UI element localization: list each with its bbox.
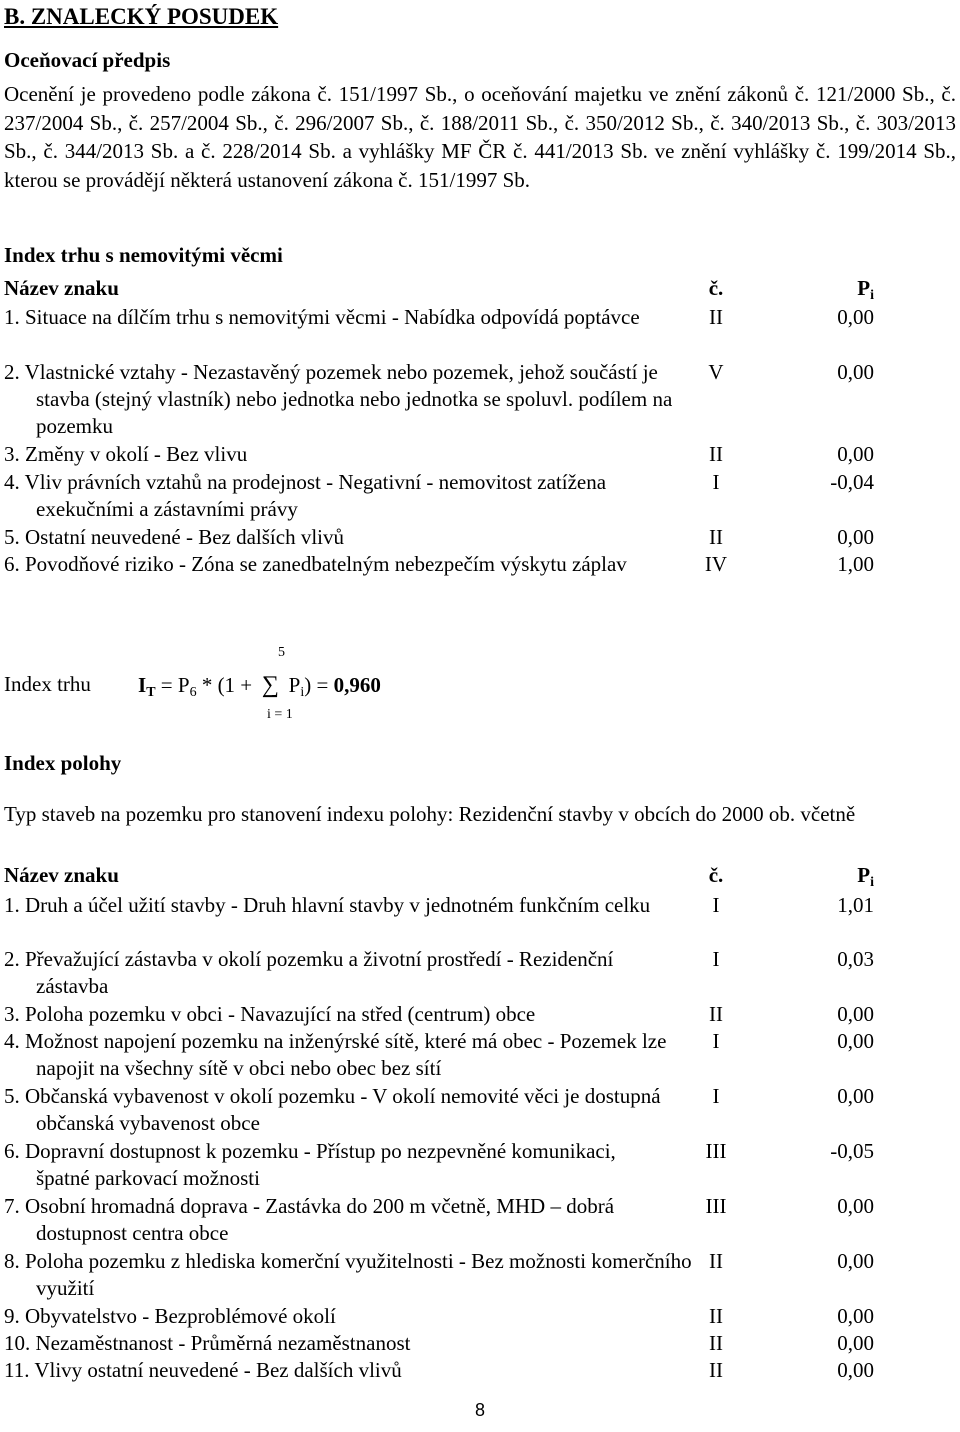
index-polohy-intro: Typ staveb na pozemku pro stanovení indexu polohy: Rezidenční stavby v obcích do 2000 ob. včetně xyxy=(4,802,856,826)
col-p-header: $P_i$ xyxy=(857,276,874,303)
row-no: II xyxy=(709,305,723,329)
row-value: 0,00 xyxy=(837,1358,874,1382)
row-no: V xyxy=(708,360,724,384)
row-no: II xyxy=(709,525,723,549)
ocenovaci-text: Ocenění je provedeno podle zákona č. 151/1997 Sb., o oceňování majetku ve znění zákonů č. 121/2000 Sb., č. 237/2004 Sb., č. 257/2004 Sb., č. 296/2007 Sb., č. 188/2011 Sb., č. 350/2012 Sb., č. 340/2013 Sb., č. 303/2013 Sb., č. 344/2013 Sb. a č. 228/2014 Sb. a vyhlášky MF ČR č. 441/2013 Sb. ve znění vyhlášky č. 199/2014 Sb., kterou se provádějí některá ustanovení zákona č. 151/1997 Sb. xyxy=(4,82,956,192)
row-no: II xyxy=(709,1304,723,1328)
row-no: I xyxy=(712,1084,720,1108)
row-value: 0,03 xyxy=(837,947,874,971)
row-no: I xyxy=(712,470,720,494)
row-value: 0,00 xyxy=(837,1331,874,1355)
row-value: 0,00 xyxy=(837,1084,874,1108)
row-value: 0,00 xyxy=(837,305,874,329)
row-no: II xyxy=(709,1002,723,1026)
row-text: 8. Poloha pozemku z hlediska komerční využitelnosti - Bez možnosti komerčního využití xyxy=(4,1249,692,1300)
row-text: 5. Občanská vybavenost v okolí pozemku - V okolí nemovité věci je dostupná občanská vybavenost obce xyxy=(4,1084,661,1135)
index-trhu-table-header xyxy=(4,276,884,303)
row-value: 0,00 xyxy=(837,360,874,384)
formula-label: Index trhu xyxy=(4,672,91,696)
row-value: 1,00 xyxy=(837,552,874,576)
row-no: I xyxy=(712,947,720,971)
row-text: 3. Změny v okolí - Bez vlivu xyxy=(4,442,248,466)
col-p-header: $P_i$ xyxy=(857,863,874,890)
row-value: 0,00 xyxy=(837,442,874,466)
row-text: 10. Nezaměstnanost - Průměrná nezaměstnanost xyxy=(4,1331,411,1355)
row-value: 0,00 xyxy=(837,1002,874,1026)
row-no: III xyxy=(705,1194,727,1218)
row-no: II xyxy=(709,1249,723,1273)
section-title: B. ZNALECKÝ POSUDEK xyxy=(4,4,279,29)
row-no: II xyxy=(709,442,723,466)
row-text: 6. Dopravní dostupnost k pozemku - Přístup po nezpevněné komunikaci, špatné parkovací možnosti xyxy=(4,1139,616,1190)
col-no-header: č. xyxy=(708,276,724,300)
row-value: -0,04 xyxy=(830,470,874,494)
row-text: 1. Situace na dílčím trhu s nemovitými věcmi - Nabídka odpovídá poptávce xyxy=(4,305,640,329)
sum-lower-limit: i = 1 xyxy=(267,707,293,722)
index-polohy-table-header xyxy=(4,863,884,890)
row-no: I xyxy=(712,893,720,917)
ocenovaci-heading: Oceňovací předpis xyxy=(4,48,171,72)
row-text: 1. Druh a účel užití stavby - Druh hlavní stavby v jednotném funkčním celku xyxy=(4,893,651,917)
col-no-header: č. xyxy=(708,863,724,887)
row-text: 7. Osobní hromadná doprava - Zastávka do 200 m včetně, MHD – dobrá dostupnost centra obce xyxy=(4,1194,615,1245)
sum-upper-limit: 5 xyxy=(278,645,285,660)
row-value: 0,00 xyxy=(837,1194,874,1218)
row-text: 3. Poloha pozemku v obci - Navazující na střed (centrum) obce xyxy=(4,1002,536,1026)
row-text: 4. Vliv právních vztahů na prodejnost - Negativní - nemovitost zatížena exekučními a zástavními právy xyxy=(4,470,607,521)
row-text: 11. Vlivy ostatní neuvedené - Bez dalších vlivů xyxy=(4,1358,402,1382)
row-text: 2. Převažující zástavba v okolí pozemku a životní prostředí - Rezidenční zástavba xyxy=(4,947,614,998)
row-no: III xyxy=(705,1139,727,1163)
row-no: I xyxy=(712,1029,720,1053)
row-value: 1,01 xyxy=(837,893,874,917)
formula: $I_T = P_6 * (1$ + ∑ $P_i) = 0,960$ xyxy=(138,672,381,700)
row-value: 0,00 xyxy=(837,1249,874,1273)
row-no: II xyxy=(709,1358,723,1382)
row-text: 6. Povodňové riziko - Zóna se zanedbatelným nebezpečím výskytu záplav xyxy=(4,552,627,576)
sum-symbol: ∑ xyxy=(261,672,279,698)
index-polohy-heading: Index polohy xyxy=(4,751,122,775)
row-text: 2. Vlastnické vztahy - Nezastavěný pozemek nebo pozemek, jehož součástí je stavba (stejný vlastník) nebo jednotka nebo jednotka se spoluvl. podílem na pozemku xyxy=(4,360,673,438)
row-no: II xyxy=(709,1331,723,1355)
row-value: -0,05 xyxy=(830,1139,874,1163)
page-number: 8 xyxy=(474,1400,485,1420)
row-value: 0,00 xyxy=(837,525,874,549)
col-name-header: Název znaku xyxy=(4,276,119,300)
col-name-header: Název znaku xyxy=(4,863,119,887)
index-trhu-heading: Index trhu s nemovitými věcmi xyxy=(4,243,283,267)
row-text: 5. Ostatní neuvedené - Bez dalších vlivů xyxy=(4,525,344,549)
row-value: 0,00 xyxy=(837,1304,874,1328)
row-value: 0,00 xyxy=(837,1029,874,1053)
row-text: 9. Obyvatelstvo - Bezproblémové okolí xyxy=(4,1304,336,1328)
row-text: 4. Možnost napojení pozemku na inženýrské sítě, které má obec - Pozemek lze napojit na všechny sítě v obci nebo obec bez sítí xyxy=(4,1029,667,1080)
formula-result: 0,960 xyxy=(333,673,381,697)
row-no: IV xyxy=(704,552,728,576)
